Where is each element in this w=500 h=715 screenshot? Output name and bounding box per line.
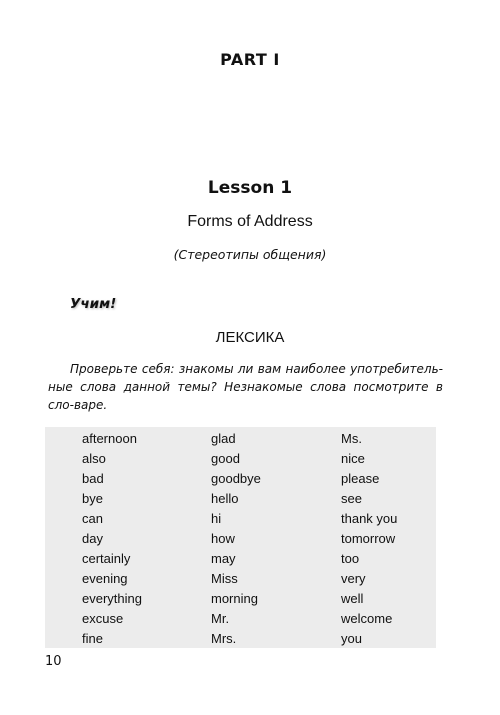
learn-label: Учим! [70, 296, 117, 312]
vocabulary-column-2 [211, 429, 261, 649]
vocabulary-word: Mr. [211, 611, 230, 626]
vocabulary-word: hello [211, 491, 239, 506]
vocabulary-word: well [341, 591, 364, 606]
vocabulary-word: bye [82, 491, 103, 506]
vocabulary-word: welcome [341, 611, 393, 626]
vocabulary-word: can [82, 511, 103, 526]
page-number: 10 [45, 654, 62, 669]
vocabulary-word: excuse [82, 611, 124, 626]
vocabulary-table [45, 427, 436, 648]
vocabulary-word: Miss [211, 571, 238, 586]
vocabulary-word: Mrs. [211, 631, 237, 646]
vocabulary-word: please [341, 471, 380, 486]
vocabulary-column-3 [341, 429, 397, 649]
vocabulary-word: nice [341, 451, 365, 466]
vocabulary-word: also [82, 451, 106, 466]
vocabulary-word: see [341, 491, 362, 506]
section-heading: ЛЕКСИКА [215, 329, 285, 346]
vocabulary-word: glad [211, 431, 236, 446]
vocabulary-word: everything [82, 591, 142, 606]
vocabulary-word: tomorrow [341, 531, 396, 546]
lesson-title: Lesson 1 [207, 178, 293, 198]
vocabulary-word: very [341, 571, 366, 586]
vocabulary-word: Ms. [341, 431, 362, 446]
instructions-text: Проверьте себя: знакомы ли вам наиболее употребитель-ные слова данной темы? Незнакомые слова посмотрите в сло-варе. [48, 362, 443, 412]
vocabulary-word: fine [82, 631, 103, 646]
vocabulary-word: morning [211, 591, 258, 606]
vocabulary-column-1 [82, 429, 142, 649]
vocabulary-word: certainly [82, 551, 131, 566]
vocabulary-word: may [211, 551, 236, 566]
vocabulary-word: afternoon [82, 431, 137, 446]
vocabulary-word: goodbye [211, 471, 261, 486]
part-title: PART I [220, 50, 280, 69]
vocabulary-word: thank you [341, 511, 398, 526]
vocabulary-word: evening [82, 571, 128, 586]
vocabulary-word: day [82, 531, 103, 546]
vocabulary-word: hi [211, 511, 222, 526]
vocabulary-word: you [341, 631, 362, 646]
vocabulary-word: how [211, 531, 235, 546]
topic-subtitle: (Стереотипы общения) [173, 247, 327, 262]
vocabulary-word: too [341, 551, 360, 566]
topic-title: Forms of Address [187, 213, 313, 230]
vocabulary-word: good [211, 451, 240, 466]
vocabulary-word: bad [82, 471, 104, 486]
